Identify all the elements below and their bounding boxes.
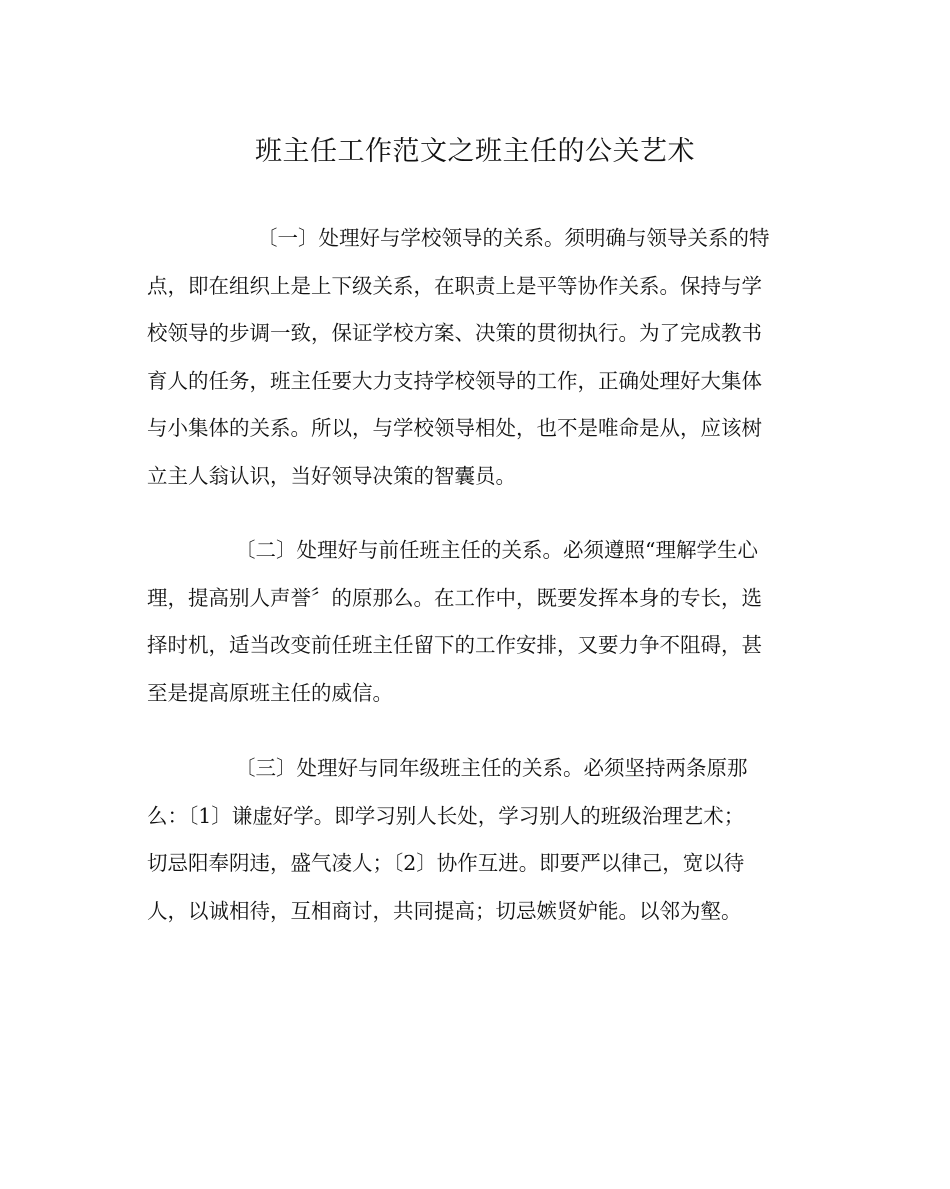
document-title: 班主任工作范文之班主任的公关艺术	[255, 136, 695, 167]
paragraph-line: 切忌阳奉阴违，盛气凌人；〔2〕协作互进。即要严以律己，宽以待	[147, 851, 745, 875]
paragraph-same-grade-teachers	[147, 745, 807, 935]
paragraph-line: 点，即在组织上是上下级关系，在职责上是平等协作关系。保持与学	[147, 273, 762, 298]
paragraph-line: 〔三〕处理好与同年级班主任的关系。必须坚持两条原那	[235, 756, 748, 780]
paragraph-line: 至是提高原班主任的威信。	[147, 680, 393, 705]
paragraph-line: 育人的任务，班主任要大力支持学校领导的工作，正确处理好大集体	[147, 368, 762, 393]
paragraph-previous-teacher	[147, 527, 807, 717]
paragraph-school-leaders	[147, 215, 807, 500]
paragraph-line: 理，提高别人声誉〞的原那么。在工作中，既要发挥本身的专长，选	[147, 585, 762, 610]
paragraph-line: 么：〔1〕谦虚好学。即学习别人长处，学习别人的班级治理艺术；	[147, 803, 745, 828]
paragraph-line: 择时机，适当改变前任班主任留下的工作安排，又要力争不阻碍，甚	[147, 633, 762, 657]
paragraph-line: 与小集体的关系。所以，与学校领导相处，也不是唯命是从，应该树	[147, 416, 762, 440]
paragraph-line: 立主人翁认识，当好领导决策的智囊员。	[147, 463, 516, 488]
paragraph-line: 〔一〕处理好与学校领导的关系。须明确与领导关系的特	[257, 226, 770, 250]
paragraph-line: 校领导的步调一致，保证学校方案、决策的贯彻执行。为了完成教书	[147, 321, 762, 345]
paragraph-line: 〔二〕处理好与前任班主任的关系。必须遵照“理解学生心	[235, 538, 758, 562]
paragraph-line: 人，以诚相待，互相商讨，共同提高；切忌嫉贤妒能。以邻为壑。	[147, 898, 742, 923]
